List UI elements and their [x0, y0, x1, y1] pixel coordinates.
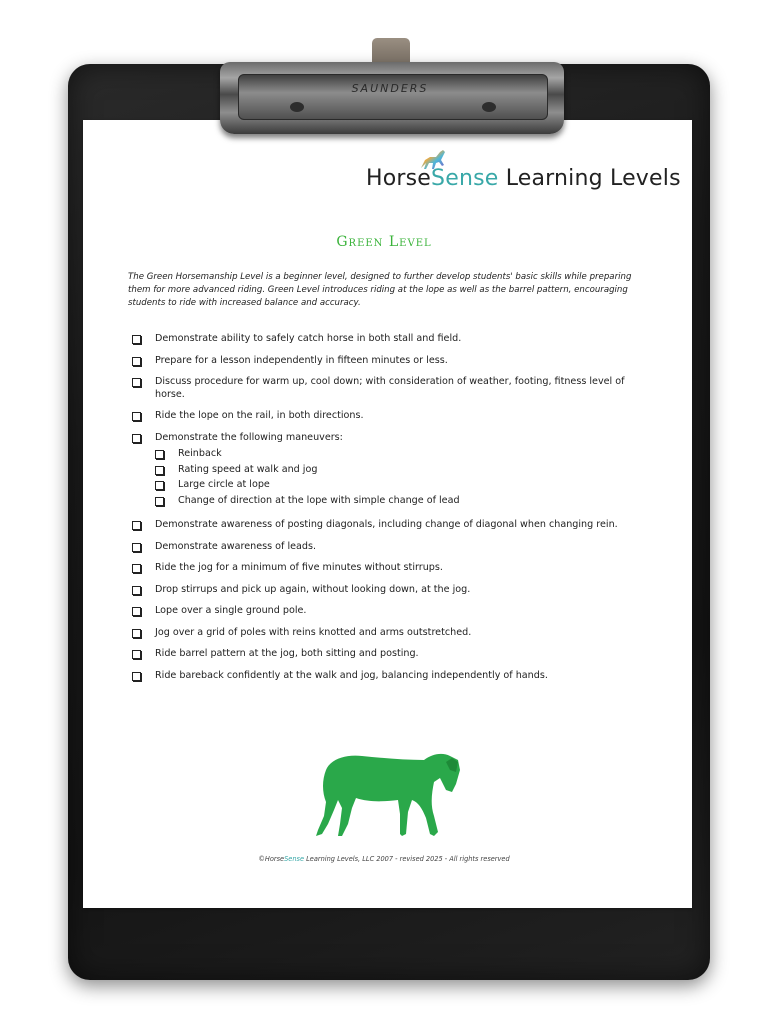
logo-word-learning-levels: Learning Levels: [498, 166, 681, 191]
list-item-text: Demonstrate ability to safely catch horse in both stall and field.: [155, 333, 462, 344]
horsesense-logo: [366, 148, 681, 198]
maneuvers-block: [155, 432, 460, 511]
checkbox-icon: [132, 521, 141, 530]
checkbox-icon: [155, 481, 164, 490]
green-horse-illustration: [312, 752, 462, 840]
list-item-text: Ride barrel pattern at the jog, both sitting and posting.: [155, 648, 419, 659]
logo-word-sense: Sense: [431, 166, 499, 191]
checkbox-icon: [132, 564, 141, 573]
intro-paragraph: The Green Horsemanship Level is a beginner level, designed to further develop students' basic skills while preparing them for more advanced riding. Green Level introduces riding at the lope as well as the barrel pattern, encouraging students to ride with increased balance and accuracy.: [128, 272, 632, 308]
checkbox-icon: [132, 335, 141, 344]
list-item-text: Drop stirrups and pick up again, without looking down, at the jog.: [155, 583, 471, 595]
checkbox-icon: [132, 412, 141, 421]
checkbox-icon: [132, 650, 141, 659]
clip-brand: SAUNDERS: [351, 82, 429, 95]
maneuvers-sublist: [155, 448, 460, 507]
sub-list-item-text: Change of direction at the lope with simple change of lead: [178, 494, 460, 506]
logo-word-horse: Horse: [366, 166, 432, 191]
checkbox-icon: [132, 586, 141, 595]
page-title: Green Level: [336, 234, 432, 250]
list-item-text: Ride the jog for a minimum of five minutes without stirrups.: [155, 562, 443, 573]
list-item: [132, 648, 656, 661]
list-item-text: Demonstrate awareness of leads.: [155, 540, 317, 552]
list-item: [132, 541, 656, 554]
list-item: [132, 333, 656, 346]
list-item: [132, 562, 656, 575]
checkbox-icon: [132, 378, 141, 387]
logo-text: [366, 166, 681, 191]
checkbox-icon: [132, 434, 141, 443]
footer-accent: Sense: [284, 855, 305, 863]
clip-plate: [238, 74, 548, 120]
checkbox-icon: [132, 357, 141, 366]
list-item: [132, 605, 656, 618]
sub-list-item-text: Large circle at lope: [178, 479, 270, 490]
checkbox-icon: [132, 543, 141, 552]
clipboard-clip: [220, 62, 564, 134]
sub-list-item-text: Rating speed at walk and jog: [178, 463, 318, 475]
footer-suffix: Learning Levels, LLC 2007 - revised 2025 - All rights reserved: [304, 855, 510, 863]
list-item-text: Jog over a grid of poles with reins knotted and arms outstretched.: [155, 626, 472, 638]
list-item-text: Demonstrate the following maneuvers:: [155, 431, 343, 443]
sub-list-item: [155, 479, 460, 492]
list-item-text: Prepare for a lesson independently in fifteen minutes or less.: [155, 354, 448, 366]
sub-list-item: [155, 448, 460, 461]
checkbox-icon: [132, 672, 141, 681]
checkbox-icon: [155, 450, 164, 459]
list-item: [132, 584, 656, 597]
list-item: [132, 376, 656, 401]
checkbox-icon: [155, 466, 164, 475]
sub-list-item-text: Reinback: [178, 448, 222, 459]
checkbox-icon: [132, 629, 141, 638]
requirements-list: [132, 333, 656, 691]
list-item-text: Demonstrate awareness of posting diagonals, including change of diagonal when changing rein.: [155, 519, 618, 530]
footer-prefix: ©Horse: [258, 855, 285, 863]
clip-rivet: [290, 102, 304, 112]
sub-list-item: [155, 464, 460, 477]
list-item-text: Lope over a single ground pole.: [155, 605, 307, 616]
list-item: [132, 355, 656, 368]
list-item: [132, 410, 656, 423]
clip-rivet: [482, 102, 496, 112]
list-item: [132, 670, 656, 683]
copyright-footer: [0, 855, 768, 863]
checkbox-icon: [132, 607, 141, 616]
list-item-text: Ride bareback confidently at the walk and jog, balancing independently of hands.: [155, 669, 548, 681]
list-item-text: Discuss procedure for warm up, cool down; with consideration of weather, footing, fitness level of horse.: [155, 376, 625, 400]
checkbox-icon: [155, 497, 164, 506]
sub-list-item: [155, 495, 460, 508]
list-item: [132, 432, 656, 511]
list-item: [132, 519, 656, 532]
list-item-text: Ride the lope on the rail, in both directions.: [155, 410, 364, 421]
list-item: [132, 627, 656, 640]
